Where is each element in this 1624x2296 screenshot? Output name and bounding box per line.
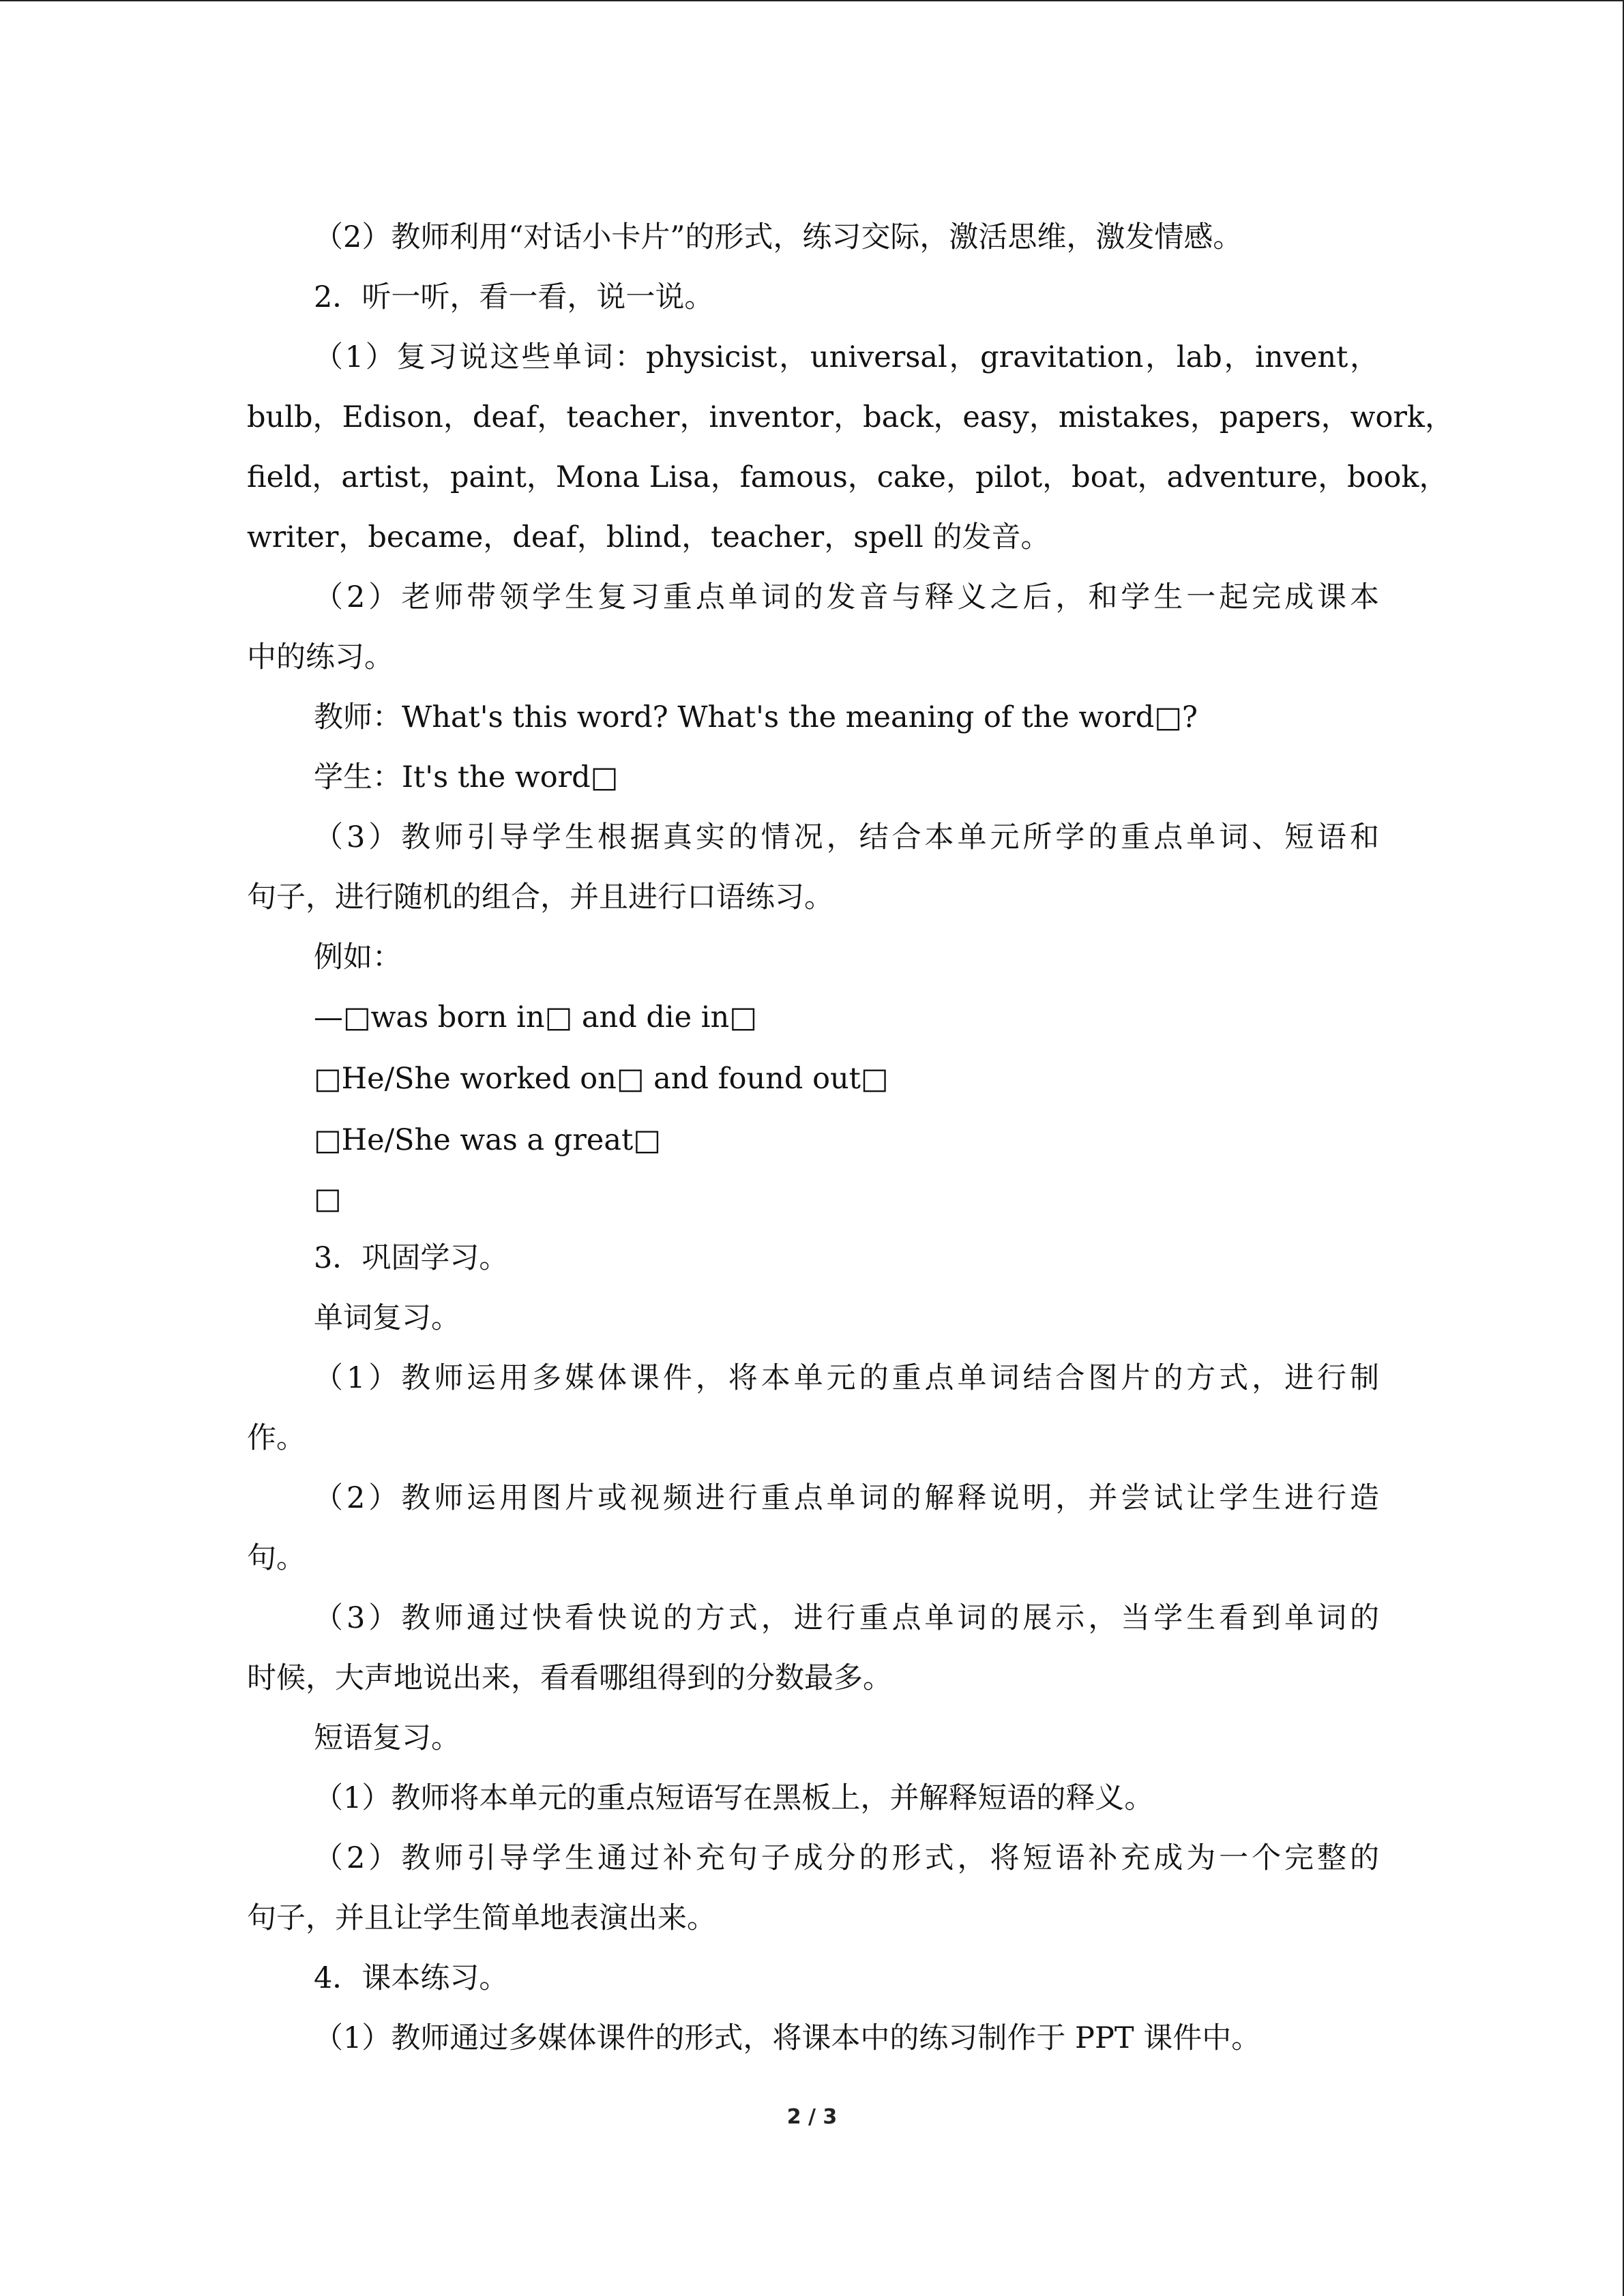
paragraph-line: 句子，并且让学生简单地表演出来。 [247,1901,716,1935]
section-heading: 2．听一听，看一看，说一说。 [314,280,714,314]
paragraph-line: （1）教师将本单元的重点短语写在黑板上，并解释短语的释义。 [314,1781,1154,1815]
paragraph-line: （2）教师运用图片或视频进行重点单词的解释说明，并尝试让学生进行造 [314,1481,1379,1515]
example-line: □He/She was a great□ [314,1123,661,1157]
paragraph-line: （2）教师引导学生通过补充句子成分的形式，将短语补充成为一个完整的 [314,1841,1379,1875]
paragraph-line: （3）教师通过快看快说的方式，进行重点单词的展示，当学生看到单词的 [314,1601,1379,1635]
subsection-heading: 短语复习。 [314,1721,460,1755]
example-label: 例如： [314,940,402,974]
dialogue-line-student: 学生：It's the word□ [314,760,619,794]
paragraph-line: 作。 [247,1421,306,1455]
example-line: □He/She worked on□ and found out□ [314,1062,889,1096]
paragraph-line: bulb，Edison，deaf，teacher，inventor，back，easy，mistakes，papers，work， [247,400,1454,434]
paragraph-line: （1）复习说这些单词：physicist，universal，gravitation，lab，invent， [314,340,1379,374]
paragraph-line: （1）教师通过多媒体课件的形式，将课本中的练习制作于 PPT 课件中。 [314,2021,1261,2055]
paragraph-line: （3）教师引导学生根据真实的情况，结合本单元所学的重点单词、短语和 [314,820,1379,854]
section-heading: 4．课本练习。 [314,1961,509,1995]
paragraph-line: （2）教师利用“对话小卡片”的形式，练习交际，激活思维，激发情感。 [314,220,1243,254]
paragraph-line: （2）老师带领学生复习重点单词的发音与释义之后，和学生一起完成课本 [314,580,1379,614]
paragraph-line: 时候，大声地说出来，看看哪组得到的分数最多。 [247,1661,892,1695]
paragraph-line: 中的练习。 [247,640,394,674]
paragraph-line: 句。 [247,1541,306,1575]
paragraph-line: writer，became，deaf，blind，teacher，spell 的发音。 [247,520,1050,554]
example-line: —□was born in□ and die in□ [314,1000,757,1034]
paragraph-line: （1）教师运用多媒体课件，将本单元的重点单词结合图片的方式，进行制 [314,1361,1379,1395]
page-number: 2 / 3 [786,2105,838,2129]
example-line: □ [314,1182,342,1216]
paragraph-line: field，artist，paint，Mona Lisa，famous，cake，pilot，boat，adventure，book， [247,460,1449,494]
subsection-heading: 单词复习。 [314,1301,460,1335]
dialogue-line-teacher: 教师：What's this word? What's the meaning of the word□? [314,700,1198,734]
paragraph-line: 句子，进行随机的组合，并且进行口语练习。 [247,880,833,914]
section-heading: 3．巩固学习。 [314,1241,509,1275]
